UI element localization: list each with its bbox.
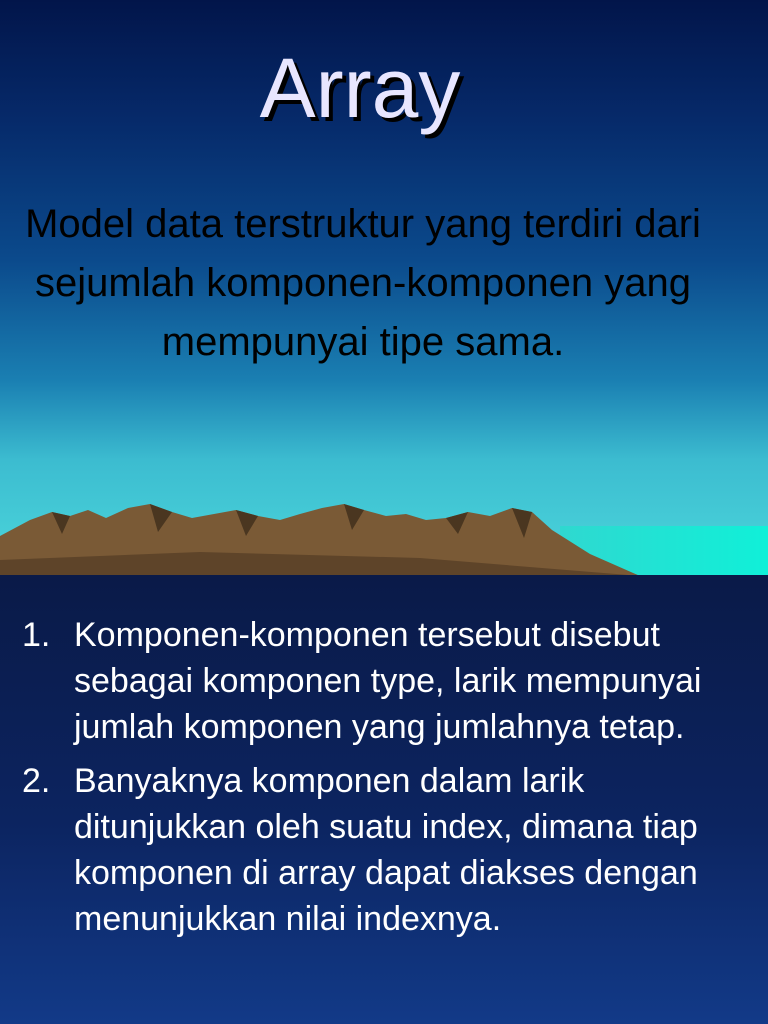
list-item-text: Komponen-komponen tersebut disebut sebagai komponen type, larik mempunyai jumlah komponen yang jumlahnya tetap. <box>74 616 702 746</box>
slide-subtitle: Model data terstruktur yang terdiri dari sejumlah komponen-komponen yang mempunyai tipe sama. <box>25 202 701 364</box>
bullet-list <box>22 612 752 950</box>
list-item-text: Banyaknya komponen dalam larik ditunjukkan oleh suatu index, dimana tiap komponen di array dapat diakses dengan menunjukkan nilai indexnya. <box>74 762 698 938</box>
mountain-landscape <box>0 490 768 580</box>
list-item-number: 1. <box>22 616 51 654</box>
list-item-number: 2. <box>22 762 51 800</box>
list-item <box>22 758 752 942</box>
slide-title: Array <box>259 41 461 135</box>
list-item <box>22 612 752 750</box>
